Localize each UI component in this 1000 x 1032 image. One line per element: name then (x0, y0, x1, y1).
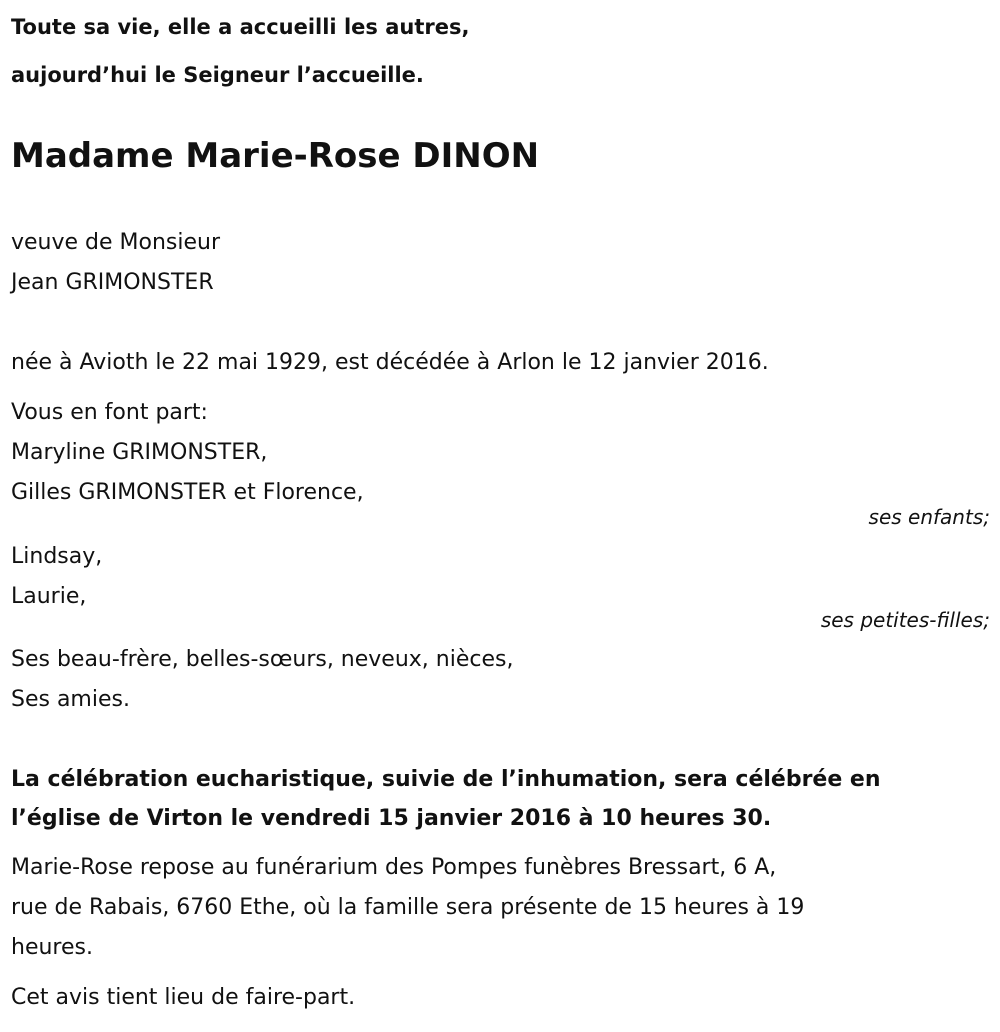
grandchild-2: Laurie, (11, 584, 87, 609)
child-1: Maryline GRIMONSTER, (11, 440, 268, 465)
birth-death-line: née à Avioth le 22 mai 1929, est décédée à Arlon le 12 janvier 2016. (11, 350, 769, 375)
spouse-line-1: veuve de Monsieur (11, 230, 221, 255)
friends: Ses amies. (11, 687, 130, 712)
child-2: Gilles GRIMONSTER et Florence, (11, 480, 364, 505)
visitation-line-3: heures. (11, 935, 93, 960)
family-intro: Vous en font part: (11, 400, 208, 425)
motto-line-1: Toute sa vie, elle a accueilli les autres, (11, 15, 470, 39)
spouse-line-2: Jean GRIMONSTER (11, 270, 214, 295)
visitation-line-1: Marie-Rose repose au funérarium des Pompes funèbres Bressart, 6 A, (11, 855, 777, 880)
visitation-line-2: rue de Rabais, 6760 Ethe, où la famille sera présente de 15 heures à 19 (11, 895, 805, 920)
grandchildren-label: ses petites-filles; (820, 608, 990, 632)
ceremony-line-1: La célébration eucharistique, suivie de l’inhumation, sera célébrée en (11, 767, 881, 792)
children-label: ses enfants; (868, 505, 990, 529)
grandchild-1: Lindsay, (11, 544, 103, 569)
ceremony-line-2: l’église de Virton le vendredi 15 janvier 2016 à 10 heures 30. (11, 806, 772, 831)
deceased-name: Madame Marie-Rose DINON (11, 136, 540, 176)
other-relatives: Ses beau-frère, belles-sœurs, neveux, nièces, (11, 647, 514, 672)
motto-line-2: aujourd’hui le Seigneur l’accueille. (11, 63, 424, 87)
closing-line: Cet avis tient lieu de faire-part. (11, 985, 356, 1010)
